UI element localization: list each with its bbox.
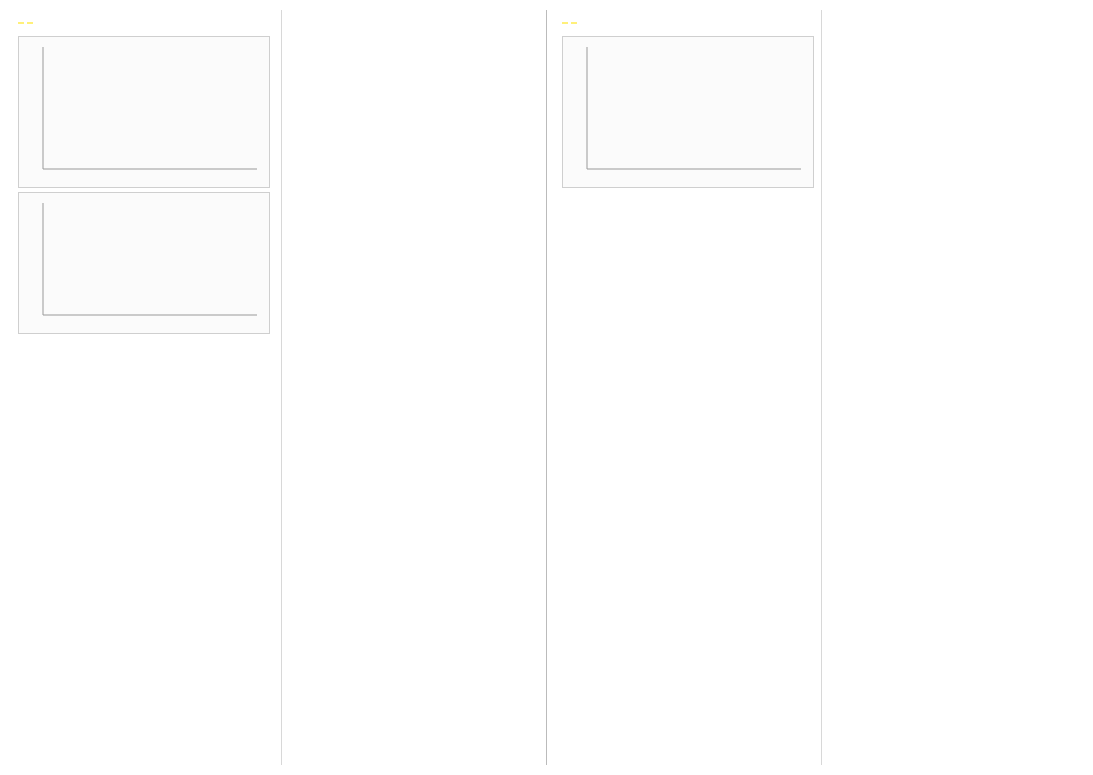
column-divider — [821, 10, 822, 765]
column-4 — [828, 14, 1080, 749]
column-1 — [18, 14, 270, 749]
col1-highlight-1 — [18, 22, 24, 24]
column-divider — [281, 10, 282, 765]
figure-16 — [562, 36, 814, 188]
page-gutter — [546, 10, 547, 765]
col3-highlight-1 — [562, 22, 568, 24]
figure-16-chart — [563, 37, 811, 187]
col1-highlight-2 — [27, 22, 33, 24]
figure-15-chart — [19, 193, 267, 333]
column-3 — [562, 14, 814, 749]
col3-highlight-2 — [571, 22, 577, 24]
figure-14 — [18, 36, 270, 188]
figure-15 — [18, 192, 270, 334]
column-2 — [288, 14, 540, 749]
figure-14-chart — [19, 37, 267, 187]
